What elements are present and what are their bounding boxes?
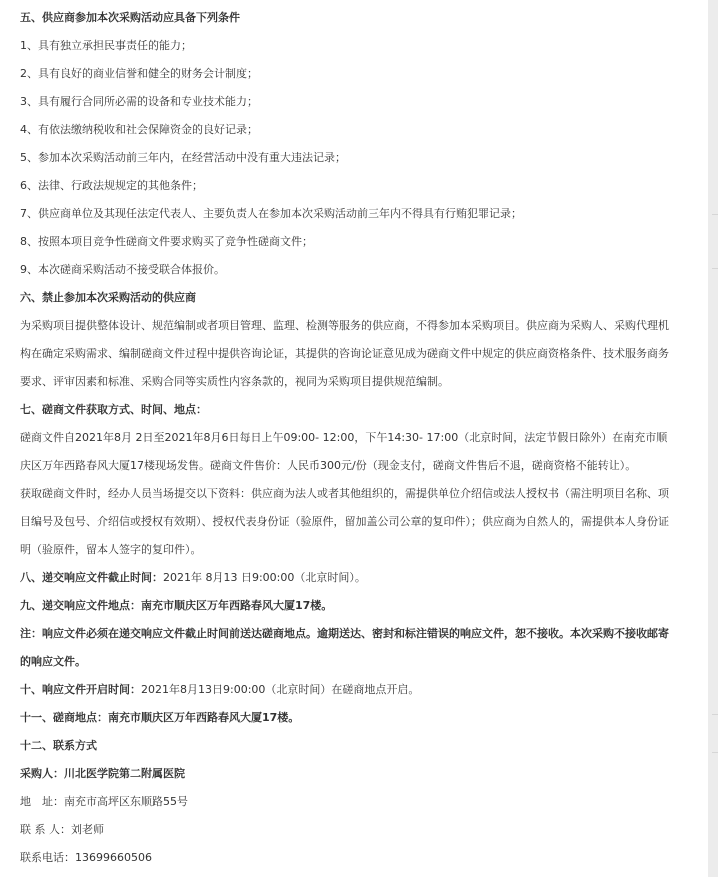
section-8-title: 八、递交响应文件截止时间： <box>20 571 163 584</box>
phone-value: 13699660506 <box>75 851 152 864</box>
margin-divider-3 <box>712 714 718 715</box>
section-8-line <box>20 564 672 592</box>
section-5-item-2: 2、具有良好的商业信誉和健全的财务会计制度； <box>20 67 258 80</box>
phone-line <box>20 844 672 872</box>
section-10-line <box>20 676 672 704</box>
address-value: 南充市高坪区东顺路55号 <box>64 795 188 808</box>
section-5-item-4: 4、有依法缴纳税收和社会保障资金的良好记录； <box>20 123 258 136</box>
section-7-para-2: 获取磋商文件时，经办人员当场提交以下资料：供应商为法人或者其他组织的，需提供单位介绍信或法人授权书（需注明项目名称、项目编号及包号、介绍信或授权有效期）、授权代表身份证（验原件，留加盖公司公章的复印件）；供应商为自然人的，需提供本人身份证明（验原件，留本人签字的复印件）。 <box>20 487 669 556</box>
section-11-title: 十一、磋商地点：南充市顺庆区万年西路春风大厦17楼。 <box>20 711 300 724</box>
address-line <box>20 788 672 816</box>
section-5-item-6: 6、法律、行政法规规定的其他条件； <box>20 179 203 192</box>
section-12-title: 十二、联系方式 <box>20 739 97 752</box>
contact-label: 联 系 人： <box>20 823 71 836</box>
section-10-value: 2021年8月13日9:00:00（北京时间）在磋商地点开启。 <box>141 683 420 696</box>
section-8-value: 2021年 8月13 日9:00:00（北京时间）。 <box>163 571 366 584</box>
section-5-item-8: 8、按照本项目竞争性磋商文件要求购买了竞争性磋商文件； <box>20 235 313 248</box>
section-9-title: 九、递交响应文件地点：南充市顺庆区万年西路春风大厦17楼。 <box>20 599 333 612</box>
section-10-title: 十、响应文件开启时间： <box>20 683 141 696</box>
section-5-item-9: 9、本次磋商采购活动不接受联合体报价。 <box>20 263 225 276</box>
section-6-body: 为采购项目提供整体设计、规范编制或者项目管理、监理、检测等服务的供应商，不得参加本采购项目。供应商为采购人、采购代理机构在确定采购需求、编制磋商文件过程中提供咨询论证，其提供的咨询论证意见成为磋商文件中规定的供应商资格条件、技术服务商务要求、评审因素和标准、采购合同等实质性内容条款的，视同为采购项目提供规范编制。 <box>20 319 669 388</box>
section-7-title: 七、磋商文件获取方式、时间、地点： <box>20 403 207 416</box>
purchaser-line: 采购人：川北医学院第二附属医院 <box>20 767 185 780</box>
phone-label: 联系电话： <box>20 851 75 864</box>
section-5-title: 五、供应商参加本次采购活动应具备下列条件 <box>20 11 240 24</box>
note-text: 注：响应文件必须在递交响应文件截止时间前送达磋商地点。逾期送达、密封和标注错误的响应文件，恕不接收。本次采购不接收邮寄的响应文件。 <box>20 627 669 668</box>
section-6-title: 六、禁止参加本次采购活动的供应商 <box>20 291 196 304</box>
announcement-content <box>20 4 672 872</box>
page-margin-strip <box>708 0 718 877</box>
margin-divider-4 <box>712 752 718 753</box>
section-5-item-1: 1、具有独立承担民事责任的能力； <box>20 39 192 52</box>
contact-line <box>20 816 672 844</box>
section-5-item-5: 5、参加本次采购活动前三年内，在经营活动中没有重大违法记录； <box>20 151 346 164</box>
margin-divider-2 <box>712 268 718 269</box>
section-5-item-7: 7、供应商单位及其现任法定代表人、主要负责人在参加本次采购活动前三年内不得具有行贿犯罪记录； <box>20 207 522 220</box>
section-7-para-1: 磋商文件自2021年8月 2日至2021年8月6日每日上午09:00- 12:00，下午14:30- 17:00（北京时间，法定节假日除外）在南充市顺庆区万年西路春风大厦17楼现场发售。磋商文件售价：人民币300元/份（现金支付，磋商文件售后不退，磋商资格不能转让）。 <box>20 431 668 472</box>
address-label: 地 址： <box>20 795 64 808</box>
contact-value: 刘老师 <box>71 823 104 836</box>
section-5-item-3: 3、具有履行合同所必需的设备和专业技术能力； <box>20 95 258 108</box>
margin-divider-1 <box>712 214 718 215</box>
